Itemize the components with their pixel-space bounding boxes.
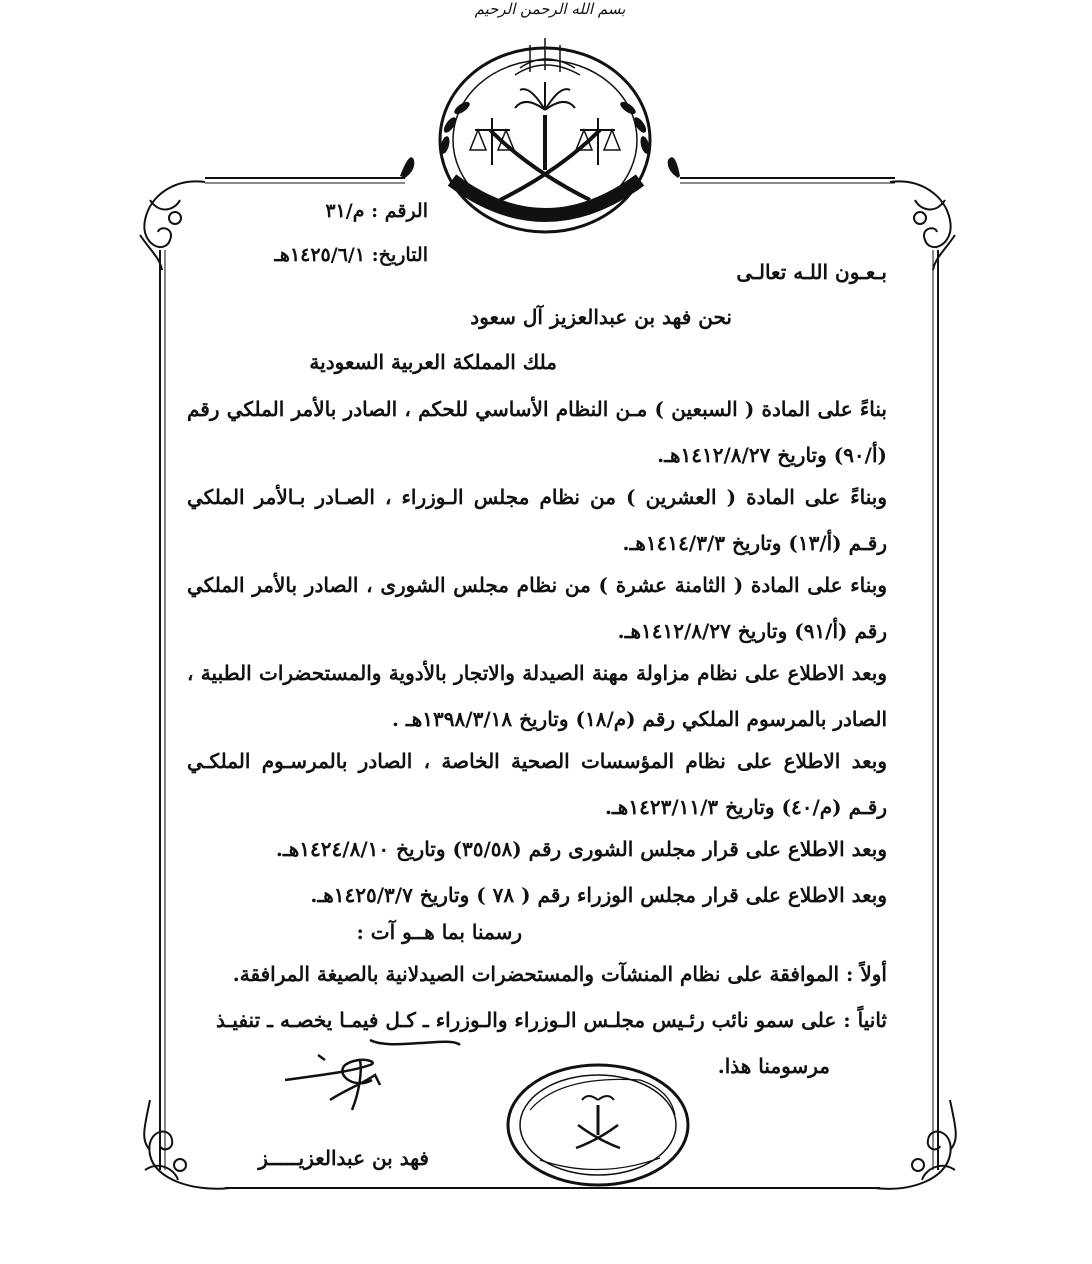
basmala-heading: بسم الله الرحمن الرحيم xyxy=(474,0,626,18)
official-stamp-seal xyxy=(508,1065,688,1185)
reference-date: التاريخ: ١٤٢٥/٦/١هـ xyxy=(274,244,428,266)
invocation-line: بـعـون اللـه تعالـى xyxy=(736,260,887,284)
royal-emblem xyxy=(439,38,651,232)
preamble-paragraph: وبعد الاطلاع على قرار مجلس الوزراء رقم ( ٧٨ ) وتاريخ ١٤٢٥/٣/٧هـ. xyxy=(310,883,887,907)
preamble-paragraph: وبعد الاطلاع على قرار مجلس الشورى رقم (٣٥/٥٨) وتاريخ ١٤٢٤/٨/١٠هـ. xyxy=(275,837,887,861)
preamble-paragraph: وبعد الاطلاع على نظام المؤسسات الصحية الخاصة ، الصادر بالمرسـوم الملكـي رقـم (م/٤٠) وتاريخ ١٤٢٣/١١/٣هـ. xyxy=(187,749,887,819)
decree-intro: رسمنا بما هــو آت : xyxy=(356,920,522,944)
corner-ornament-bottom-right xyxy=(875,1100,956,1189)
article-first: أولاً : الموافقة على نظام المنشآت والمستحضرات الصيدلانية بالصيغة المرافقة. xyxy=(232,962,887,986)
preamble-paragraph: وبناء على المادة ( الثامنة عشرة ) من نظام مجلس الشورى ، الصادر بالأمر الملكي رقم (أ/٩١) وتاريخ ١٤١٢/٨/٢٧هـ. xyxy=(187,573,887,643)
reference-number: الرقم : م/٣١ xyxy=(325,200,428,222)
corner-ornament-bottom-left xyxy=(144,1100,230,1189)
signer-name: فهد بن عبدالعزيـــــز xyxy=(258,1146,429,1170)
handwritten-signature xyxy=(285,1040,460,1110)
corner-ornament-top-left xyxy=(140,181,205,270)
closing-line: مرسومنا هذا. xyxy=(717,1054,830,1078)
issuer-name: نحن فهد بن عبدالعزيز آل سعود xyxy=(470,305,732,329)
issuer-title: ملك المملكة العربية السعودية xyxy=(309,350,557,374)
article-second: ثانياً : على سمو نائب رئـيس مجلـس الـوزراء والـوزراء ـ كـل فيمـا يخصـه ـ تنفيـذ xyxy=(216,1008,887,1032)
corner-ornament-top-right xyxy=(890,181,955,270)
preamble-paragraph: وبعد الاطلاع على نظام مزاولة مهنة الصيدلة والاتجار بالأدوية والمستحضرات الطبية ، الصادر بالمرسوم الملكي رقم (م/١٨) وتاريخ ١٣٩٨/٣/١٨هـ . xyxy=(187,661,887,731)
preamble-paragraph: وبناءً على المادة ( العشرين ) من نظام مجلس الـوزراء ، الصـادر بـالأمر الملكي رقـم (أ/١٣) وتاريخ ١٤١٤/٣/٣هـ. xyxy=(187,485,887,555)
preamble-paragraph: بناءً على المادة ( السبعين ) مـن النظام الأساسي للحكم ، الصادر بالأمر الملكي رقم (أ/٩٠) وتاريخ ١٤١٢/٨/٢٧هـ. xyxy=(187,397,887,467)
